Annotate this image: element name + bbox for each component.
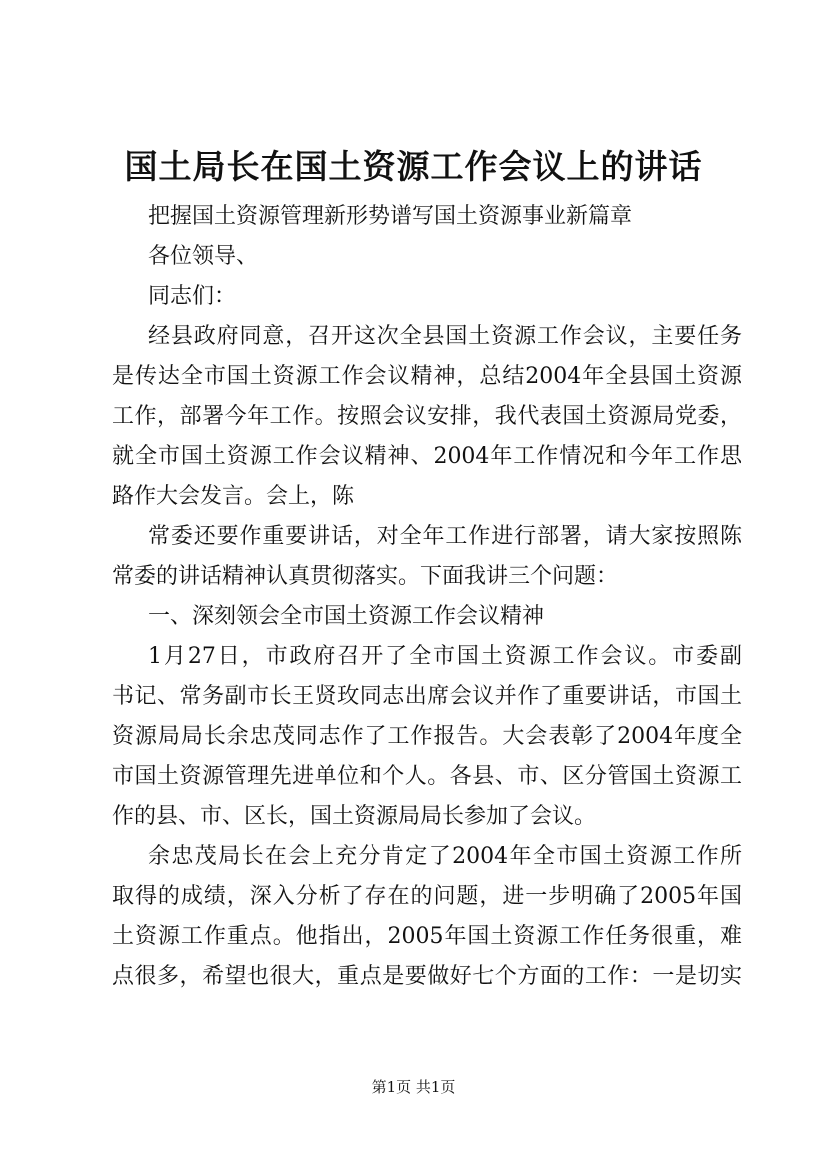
text-line: 就全市国土资源工作会议精神、2004年工作情况和今年工作思 [112, 444, 742, 469]
text-line: 点很多，希望也很大，重点是要做好七个方面的工作：一是切实 [112, 964, 742, 989]
text-line: 一、深刻领会全市国土资源工作会议精神 [148, 604, 545, 629]
text-line: 同志们： [148, 284, 237, 309]
text-line: 工作，部署今年工作。按照会议安排，我代表国土资源局党委， [112, 404, 742, 429]
text-line: 土资源工作重点。他指出，2005年国土资源工作任务很重，难 [112, 924, 742, 949]
text-line: 作的县、市、区长，国土资源局局长参加了会议。 [112, 804, 597, 829]
text-line: 常委还要作重要讲话，对全年工作进行部署，请大家按照陈 [148, 524, 742, 549]
text-line: 路作大会发言。会上，陈 [112, 484, 355, 509]
text-line: 书记、常务副市长王贤玫同志出席会议并作了重要讲话，市国土 [112, 684, 742, 709]
text-line: 各位领导、 [148, 244, 259, 269]
page-footer: 第1页 共1页 [371, 1078, 456, 1096]
document-title: 国土局长在国土资源工作会议上的讲话 [124, 147, 703, 186]
text-line: 是传达全市国土资源工作会议精神，总结2004年全县国土资源 [112, 364, 742, 389]
document-body [112, 197, 742, 997]
text-line: 1月27日，市政府召开了全市国土资源工作会议。市委副 [148, 644, 742, 669]
text-line: 常委的讲话精神认真贯彻落实。下面我讲三个问题： [112, 564, 619, 589]
text-line: 经县政府同意，召开这次全县国土资源工作会议，主要任务 [148, 324, 742, 349]
text-line: 把握国土资源管理新形势谱写国土资源事业新篇章 [148, 204, 633, 229]
text-line: 资源局局长余忠茂同志作了工作报告。大会表彰了2004年度全 [112, 724, 742, 749]
text-line: 市国土资源管理先进单位和个人。各县、市、区分管国土资源工 [112, 764, 742, 789]
text-line: 取得的成绩，深入分析了存在的问题，进一步明确了2005年国 [112, 884, 742, 909]
text-line: 余忠茂局长在会上充分肯定了2004年全市国土资源工作所 [148, 844, 742, 869]
